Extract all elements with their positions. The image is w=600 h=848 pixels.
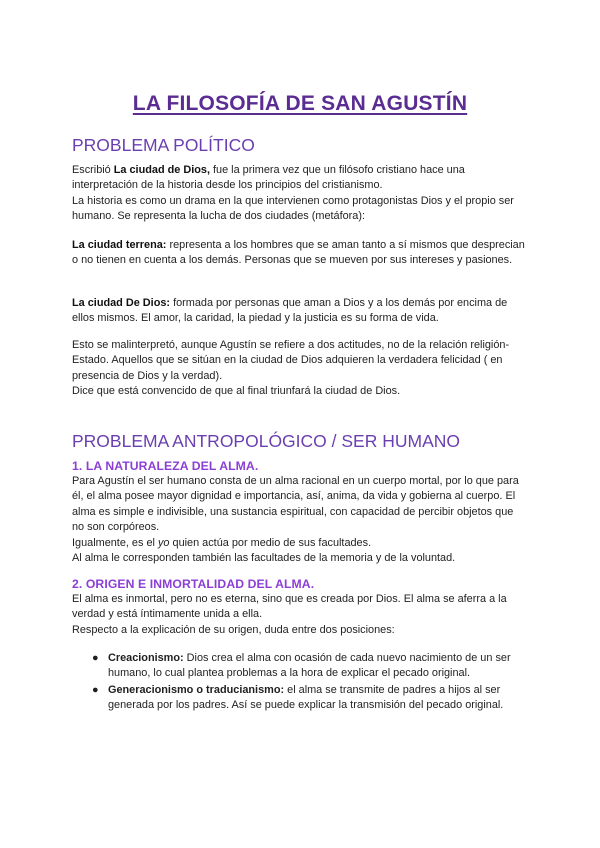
document-title: LA FILOSOFÍA DE SAN AGUSTÍN bbox=[132, 92, 468, 115]
paragraph-naturaleza-alma: Para Agustín el ser humano consta de un alma racional en un cuerpo mortal, por lo que para él, el alma posee mayor dignidad e importancia, así, anima, da vida y gobierna al cuerpo. El alma es simple e indivisible, una sustancia espiritual, con capacidad de percibir objetos que no son corpóreos. Igualmente, es el yo quien actúa por medio de sus facultades. Al alma le corresponden también las facultades de la memoria y de la voluntad. bbox=[72, 475, 519, 565]
paragraph-malinterpretacion: Esto se malinterpretó, aunque Agustín se refiere a dos actitudes, no de la relación religión-Estado. Aquellos que se sitúan en la ciudad de Dios adquieren la verdadera felicidad ( en presencia de Dios y la verdad). Dice que está convencido de que al final triunfará la ciudad de Dios. bbox=[72, 339, 510, 398]
bold-term: La ciudad De Dios: bbox=[72, 297, 171, 309]
list-item: ● Creacionismo: Dios crea el alma con ocasión de cada nuevo nacimiento de un ser humano, lo cual plantea problemas a la hora de explicar el pecado original. bbox=[92, 652, 511, 680]
subheading-origen-alma: 2. ORIGEN E INMORTALIDAD DEL ALMA. bbox=[72, 577, 315, 591]
bold-term: La ciudad de Dios, bbox=[113, 164, 210, 176]
bullet-icon: ● bbox=[92, 652, 99, 664]
list-item: ● Generacionismo o traducianismo: el alma se transmite de padres a hijos al ser generada por los padres. Así se puede explicar la transmisión del pecado original. bbox=[92, 683, 504, 712]
paragraph-ciudad-de-dios-def: La ciudad De Dios: formada por personas que aman a Dios y a los demás por encima de ellos mismos. El amor, la caridad, la piedad y la justicia es su forma de vida. bbox=[72, 297, 508, 325]
section-heading-antropologico: PROBLEMA ANTROPOLÓGICO / SER HUMANO bbox=[72, 431, 460, 451]
paragraph-ciudad-de-dios: Escribió La ciudad de Dios, fue la primera vez que un filósofo cristiano hace una interpretación de la historia desde los principios del cristianismo. La historia es como un drama en la que intervienen como protagonistas Dios y el propio ser humano. Se representa la lucha de dos ciudades (metáfora): bbox=[72, 164, 514, 223]
bullet-list-posiciones bbox=[92, 651, 528, 715]
bullet-icon: ● bbox=[92, 683, 99, 696]
paragraph-origen-alma: El alma es inmortal, pero no es eterna, sino que es creada por Dios. El alma se aferra a la verdad y está íntimamente unida a ella. Respecto a la explicación de su origen, duda entre dos posiciones: bbox=[72, 593, 507, 636]
section-heading-politico: PROBLEMA POLÍTICO bbox=[72, 135, 255, 155]
bold-term: La ciudad terrena: bbox=[72, 239, 167, 251]
subheading-naturaleza-alma: 1. LA NATURALEZA DEL ALMA. bbox=[72, 459, 259, 473]
paragraph-ciudad-terrena: La ciudad terrena: representa a los hombres que se aman tanto a sí mismos que desprecian o no tienen en cuenta a los demás. Personas que se mueven por sus intereses y pasiones. bbox=[72, 239, 525, 267]
